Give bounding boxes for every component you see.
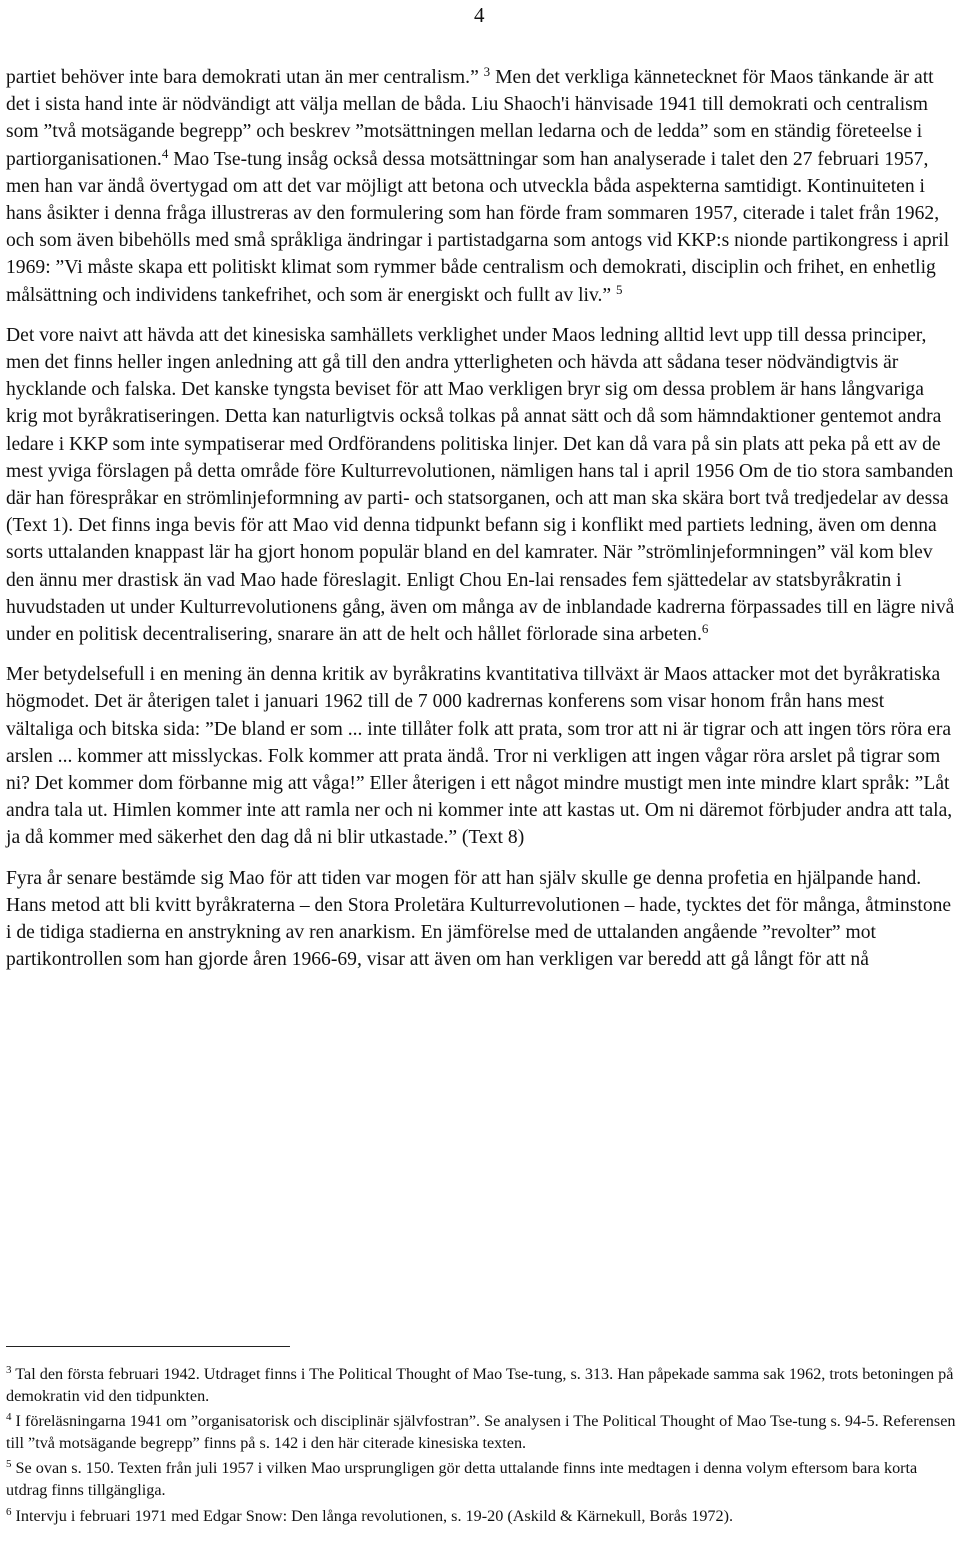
footnote-mark: 3 — [6, 1364, 12, 1376]
footnote-reference[interactable]: 6 — [701, 621, 709, 637]
paragraph — [6, 64, 956, 309]
paragraph-text: Fyra år senare bestämde sig Mao för att tiden var mogen för att han själv skulle ge denna profetia en hjälpande hand. Hans metod att bli kvitt byråkraterna – den Stora Proletära Kulturrevolutionen – hade, tycktes det för många, åtminstone i de tidiga stadierna en anstrykning av ren anarkism. En jämförelse med de uttalanden angående ”revolter” mot partikontrollen som han gjorde åren 1966-69, visar att även om han verkligen var beredd att gå långt för att nå — [6, 867, 952, 971]
paragraph — [6, 322, 956, 648]
page-number: 4 — [474, 3, 485, 27]
footnote-reference[interactable]: 4 — [161, 145, 169, 161]
paragraph — [6, 865, 956, 974]
footnote — [6, 1506, 956, 1528]
paragraph-text: Det vore naivt att hävda att det kinesiska samhällets verklighet under Maos ledning alltid levt upp till dessa principer, men det finns heller ingen anledning att gå till den andra ytterligheten och hävda att sådana teser nödvändigtvis är hycklande och falska. Det kanske tyngsta beviset för att Mao verkligen bryr sig om dessa problem är hans långvariga krig mot byråkratiseringen. Detta kan naturligtvis också tolkas på annat sätt och då som hämndaktioner gentemot andra ledare i KKP som inte sympatiserar med Ordförandens politiska linjer. Det kan då vara på sin plats att peka på ett av de mest yviga förslagen på detta område före Kulturrevolutionen, nämligen hans tal i april 1956 Om de tio stora sambanden där han förespråkar en strömlinjeformning av parti- och statsorganen, och att man ska skära bort två tredjedelar av dessa (Text 1). Det finns inga bevis för att Mao vid denna tidpunkt befann sig i konflikt med partiets ledning, även om denna sorts uttalanden knappast lär ha gjort honom populär bland en del kamrater. När ”strömlinjeformningen” väl kom blev den ännu mer drastisk än vad Mao hade föreslagit. Enligt Chou En-lai rensades fem sjättedelar av statsbyråkratin i huvudstaden ut under Kulturrevolutionens gång, även om många av de inblandade kadrerna förpassades till en lägre nivå under en politisk decentralisering, snarare än att de helt och hållet förlorade sina arbeten. — [6, 324, 955, 646]
paragraph-text: partiet behöver inte bara demokrati utan än mer centralism.” — [6, 67, 484, 88]
footnote-mark: 6 — [6, 1505, 12, 1518]
footnote — [6, 1411, 956, 1454]
paragraph-text: Men det verkliga kännetecknet för Maos tänkande är att det i sista hand inte är nödvändigt att välja mellan de båda. Liu Shaoch'i hänvisade 1941 till demokrati och centralism som ”två motsägande begrepp” och beskrev ”motsättningen mellan ledarna och de ledda” som en ständig företeelse i partiorganisationen. — [6, 67, 934, 170]
footnote-reference[interactable]: 5 — [615, 281, 623, 297]
footnote-text: I föreläsningarna 1941 om ”organisatorisk och disciplinär självfostran”. Se analysen i The Political Thought of Mao Tse-tung s. 94-5. Referensen till ”två motsägande begrepp” finns på s. 142 i den här citerade kinesiska texten. — [6, 1412, 956, 1452]
footnote-text: Intervju i februari 1971 med Edgar Snow: Den långa revolutionen, s. 19-20 (Askild & Kärnekull, Borås 1972). — [11, 1506, 734, 1525]
body-text — [6, 64, 956, 987]
footnote-text: Se ovan s. 150. Texten från juli 1957 i vilken Mao ursprungligen gör detta uttalande finns inte medtagen i denna volym eftersom bara korta utdrag finns tillgängliga. — [6, 1459, 918, 1499]
paragraph — [6, 661, 956, 851]
footnotes — [6, 1364, 956, 1531]
footnote-text: Tal den första februari 1942. Utdraget finns i The Political Thought of Mao Tse-tung, s. 313. Han påpekade samma sak 1962, trots betoningen på demokratin vid den tidpunkten. — [6, 1365, 954, 1405]
paragraph-text: Mao Tse-tung insåg också dessa motsättningar som han analyserade i talet den 27 februari 1957, men han var ändå övertygad om att det var möjligt att betona och utveckla båda aspekterna samtidigt. Kontinuiteten i hans åsikter i denna fråga illustreras av den formulering som han förde fram sommaren 1957, citerade i talet från 1962, och som även bibehölls med små språkliga ändringar i partistadgarna som antogs vid KKP:s nionde partikongress i april 1969: ”Vi måste skapa ett politiskt klimat som rymmer både centralism och demokrati, disciplin och frihet, en enhetlig målsättning och individens tankefrihet, och som är energiskt och fullt av liv.” — [6, 148, 950, 306]
footnote — [6, 1364, 956, 1407]
footnote-mark: 4 — [6, 1411, 12, 1424]
footnote-reference[interactable]: 3 — [483, 64, 491, 79]
footnote-mark: 5 — [6, 1458, 12, 1471]
paragraph-text: Mer betydelsefull i en mening än denna kritik av byråkratins kvantitativa tillväxt är Maos attacker mot det byråkratiska högmodet. Det är återigen talet i januari 1962 till de 7 000 kadrernas konferens som visar honom från hans mest vältaliga och bitska sida: ”De bland er som ... inte tillåter folk att prata, som tror att ni är tigrar och att ingen törs röra era arslen ... kommer att misslyckas. Folk kommer att prata ändå. Tror ni verkligen att ingen vågar röra arslet på tigrar som ni? Det kommer dom förbanne mig att våga!” Eller återigen i ett något mindre mustigt men inte mindre klart språk: ”Låt andra tala ut. Himlen kommer inte att ramla ner och ni kommer inte att kastas ut. Om ni däremot förbjuder andra att tala, ja då kommer med säkerhet den dag då ni blir utkastade.” (Text 8) — [6, 664, 953, 849]
footnote-divider — [6, 1346, 290, 1347]
footnote — [6, 1458, 956, 1501]
